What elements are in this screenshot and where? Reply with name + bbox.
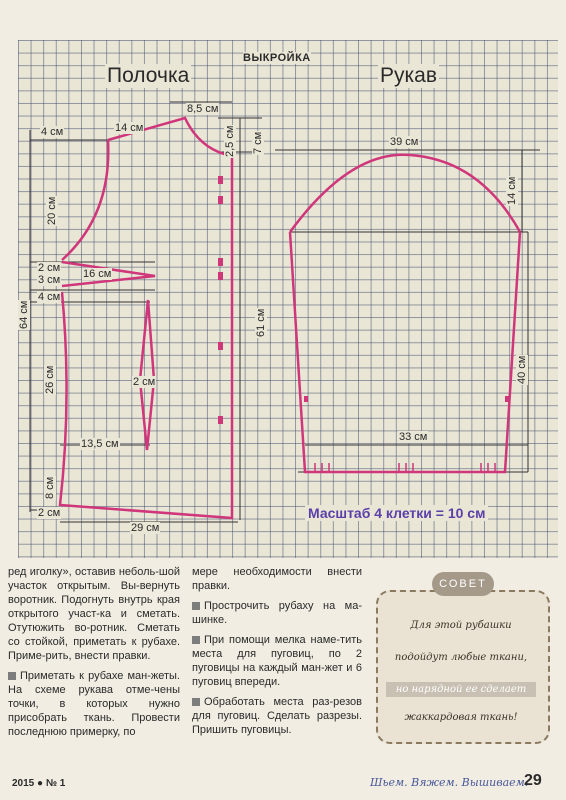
label-neck-width: 4 см xyxy=(41,126,64,138)
paragraph-text: Прострочить рубаху на ма-шинке. xyxy=(192,600,362,626)
paragraph-bulleted xyxy=(192,599,362,627)
label-sleeve-cap-height: 14 см xyxy=(506,176,518,205)
button-marks xyxy=(218,176,509,424)
paragraph: ред иголку», оставив неболь-шой участок открытым. Вы-вернуть воротник. Подогнуть внутрь края открытого участ-ка и сметать. Отутюжить во-ротник. Сметать со стойкой, приметать к рубахе. Приме-рить, внести правки. xyxy=(8,566,180,662)
paragraph-text: Приметать к рубахе ман-жеты. На схеме рукава отме-чены точки, в которых нужно присобрать ткань. Провести последнюю примерку, по xyxy=(8,670,180,738)
paragraph-bulleted xyxy=(192,633,362,689)
bullet-icon xyxy=(192,698,200,706)
label-sleeve-cuff: 33 см xyxy=(399,431,428,443)
front-outline xyxy=(60,118,232,518)
label-hem-8: 8 см xyxy=(44,476,56,499)
advice-box xyxy=(370,572,555,747)
pattern-header: ВЫКРОЙКА xyxy=(243,52,311,64)
magazine-name: Шьем. Вяжем. Вышиваем. xyxy=(370,776,529,789)
bullet-icon xyxy=(8,672,16,680)
text-column-2 xyxy=(192,565,362,743)
bullet-icon xyxy=(192,602,200,610)
paragraph-bulleted xyxy=(192,695,362,737)
label-armhole: 20 см xyxy=(46,196,58,225)
paragraph-bulleted xyxy=(8,669,180,739)
advice-line-3: но нарядной ее сделает xyxy=(386,682,536,697)
label-bottom-width: 29 см xyxy=(131,522,160,534)
advice-line-4: жаккардовая ткань! xyxy=(404,712,518,723)
advice-tag: СОВЕТ xyxy=(432,572,494,596)
label-dart-3: 3 см xyxy=(38,274,61,286)
label-dart-16: 16 см xyxy=(83,268,112,280)
advice-line-1: Для этой рубашки xyxy=(410,620,512,631)
issue-label: 2015 ● № 1 xyxy=(12,778,66,789)
front-title: Полочка xyxy=(107,64,190,87)
label-neck-seven: 7 см xyxy=(252,131,264,154)
paragraph-text: При помощи мелка наме-тить места для пуговиц, по 2 пуговицы на каждый ман-жет и 6 пуговиц впереди. xyxy=(192,634,362,688)
label-hem-2: 2 см xyxy=(38,507,61,519)
label-pocket-width: 13,5 см xyxy=(81,438,119,450)
label-shoulder: 14 см xyxy=(115,122,144,134)
label-shoulder-top: 8,5 см xyxy=(187,103,219,115)
page-footer xyxy=(0,770,566,800)
text-column-1 xyxy=(8,565,180,745)
gather-marks xyxy=(315,463,495,472)
sleeve-outline xyxy=(290,155,520,472)
page-number: 29 xyxy=(524,772,542,789)
label-front-61: 61 см xyxy=(255,308,267,337)
label-neck-drop: 2,5 см xyxy=(224,125,236,157)
label-height: 64 см xyxy=(18,300,30,329)
measure-lines xyxy=(30,102,540,522)
paragraph: мере необходимости внести правки. xyxy=(192,566,362,592)
paragraph-text: Обработать места раз-резов для пуговиц. Сделать разрезы. Пришить пуговицы. xyxy=(192,696,362,736)
bullet-icon xyxy=(192,636,200,644)
label-dart-4: 4 см xyxy=(38,291,61,303)
label-dart-2: 2 см xyxy=(38,262,61,274)
label-dart-side: 2 см xyxy=(133,376,156,388)
advice-line-2: подойдут любые ткани, xyxy=(394,652,528,663)
label-sleeve-cap-width: 39 см xyxy=(390,136,419,148)
scale-note: Масштаб 4 клетки = 10 см xyxy=(305,505,488,521)
sleeve-title: Рукав xyxy=(380,64,437,87)
label-sleeve-side: 40 см xyxy=(516,355,528,384)
label-side-26: 26 см xyxy=(44,365,56,394)
